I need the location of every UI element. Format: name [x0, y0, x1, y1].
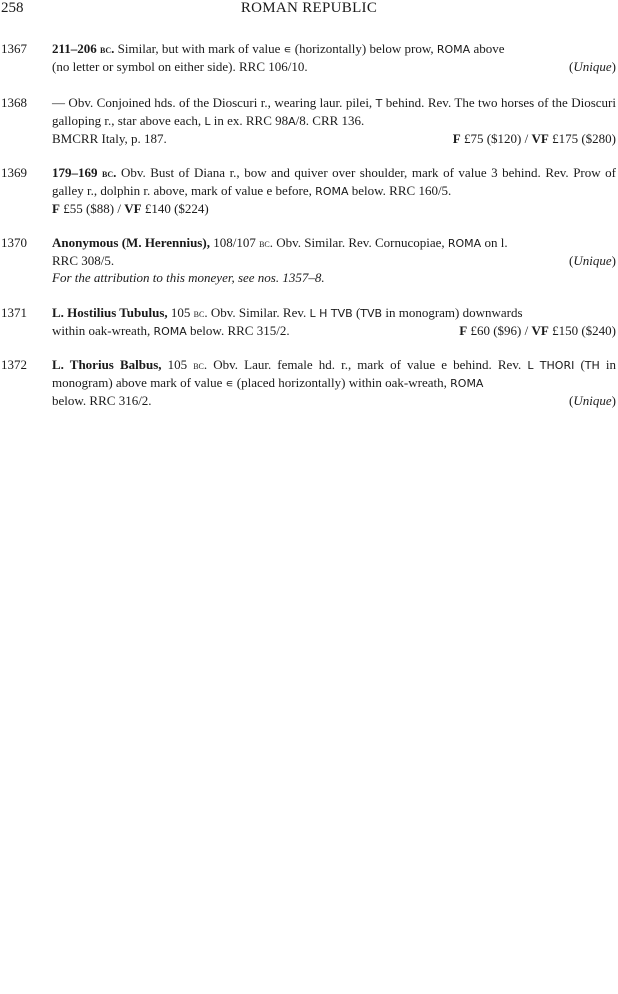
page-header	[0, 0, 618, 20]
page-number: 258	[1, 0, 24, 16]
entry-number: 1372	[1, 357, 27, 372]
rarity: (Unique)	[569, 59, 616, 74]
moneyer-name: Anonymous (M. Herennius),	[52, 235, 210, 250]
running-head: ROMAN REPUBLIC	[240, 0, 378, 16]
entry-number: 1371	[1, 305, 27, 320]
entry-text: — Obv. Conjoined hds. of the Dioscuri r., wearing laur. pilei, T behind. Rev. The two horses of the Dioscuri galloping r., star above each, L in ex. RRC 98A/8. CRR 136. BMCRR Italy, p. 187. F £75 ($120) / VF £175 ($280)	[52, 95, 616, 146]
rarity: (Unique)	[569, 253, 616, 268]
entry-text: 211–206 bc. Similar, but with mark of value ∊ (horizontally) below prow, ROMA above (no letter or symbol on either side). RRC 106/10. (Unique)	[52, 41, 616, 74]
entry-text: L. Hostilius Tubulus, 105 bc. Obv. Similar. Rev. L H TVB (TVB in monogram) downwards within oak-wreath, ROMA below. RRC 315/2. F £60 ($96) / VF £150 ($240)	[52, 305, 616, 338]
price: F £60 ($96) / VF £150 ($240)	[459, 323, 616, 338]
rarity: (Unique)	[569, 393, 616, 408]
price: F £75 ($120) / VF £175 ($280)	[452, 131, 616, 146]
catalog-entry-1372	[0, 356, 618, 409]
entry-number: 1368	[1, 95, 27, 110]
catalog-entry-1370	[0, 234, 618, 286]
entry-text: Anonymous (M. Herennius), 108/107 bc. Obv. Similar. Rev. Cornucopiae, ROMA on l. RRC 308/5. (Unique) For the attribution to this moneyer, see nos. 1357–8.	[52, 235, 616, 285]
entry-number: 1370	[1, 235, 27, 250]
entry-text: L. Thorius Balbus, 105 bc. Obv. Laur. female hd. r., mark of value e behind. Rev. L THORI (TH in monogram) above mark of value ∊ (placed horizontally) within oak-wreath, ROMA below. RRC 316/2. (Unique)	[52, 357, 616, 408]
entry-date: 179–169 bc.	[52, 165, 117, 180]
entry-number: 1367	[1, 41, 27, 56]
catalog-entry-1368	[0, 94, 618, 147]
legend-roma: ROMA	[436, 43, 471, 56]
entry-number: 1369	[1, 165, 27, 180]
moneyer-name: L. Thorius Balbus,	[52, 357, 162, 372]
catalog-entry-1369	[0, 164, 618, 217]
attribution-note: For the attribution to this moneyer, see nos. 1357–8.	[52, 270, 325, 285]
entry-date: 211–206 bc.	[52, 41, 115, 56]
entry-text: 179–169 bc. Obv. Bust of Diana r., bow and quiver over shoulder, mark of value 3 behind. Rev. Prow of galley r., dolphin r. above, mark of value e before, ROMA below. RRC 160/5. F £55 ($88) / VF £140 ($224)	[52, 165, 616, 216]
value-mark: ∊	[283, 43, 292, 56]
price: F £55 ($88) / VF £140 ($224)	[52, 201, 209, 216]
catalog-entry-1371	[0, 304, 618, 340]
catalog-entry-1367	[0, 40, 618, 75]
moneyer-name: L. Hostilius Tubulus,	[52, 305, 168, 320]
